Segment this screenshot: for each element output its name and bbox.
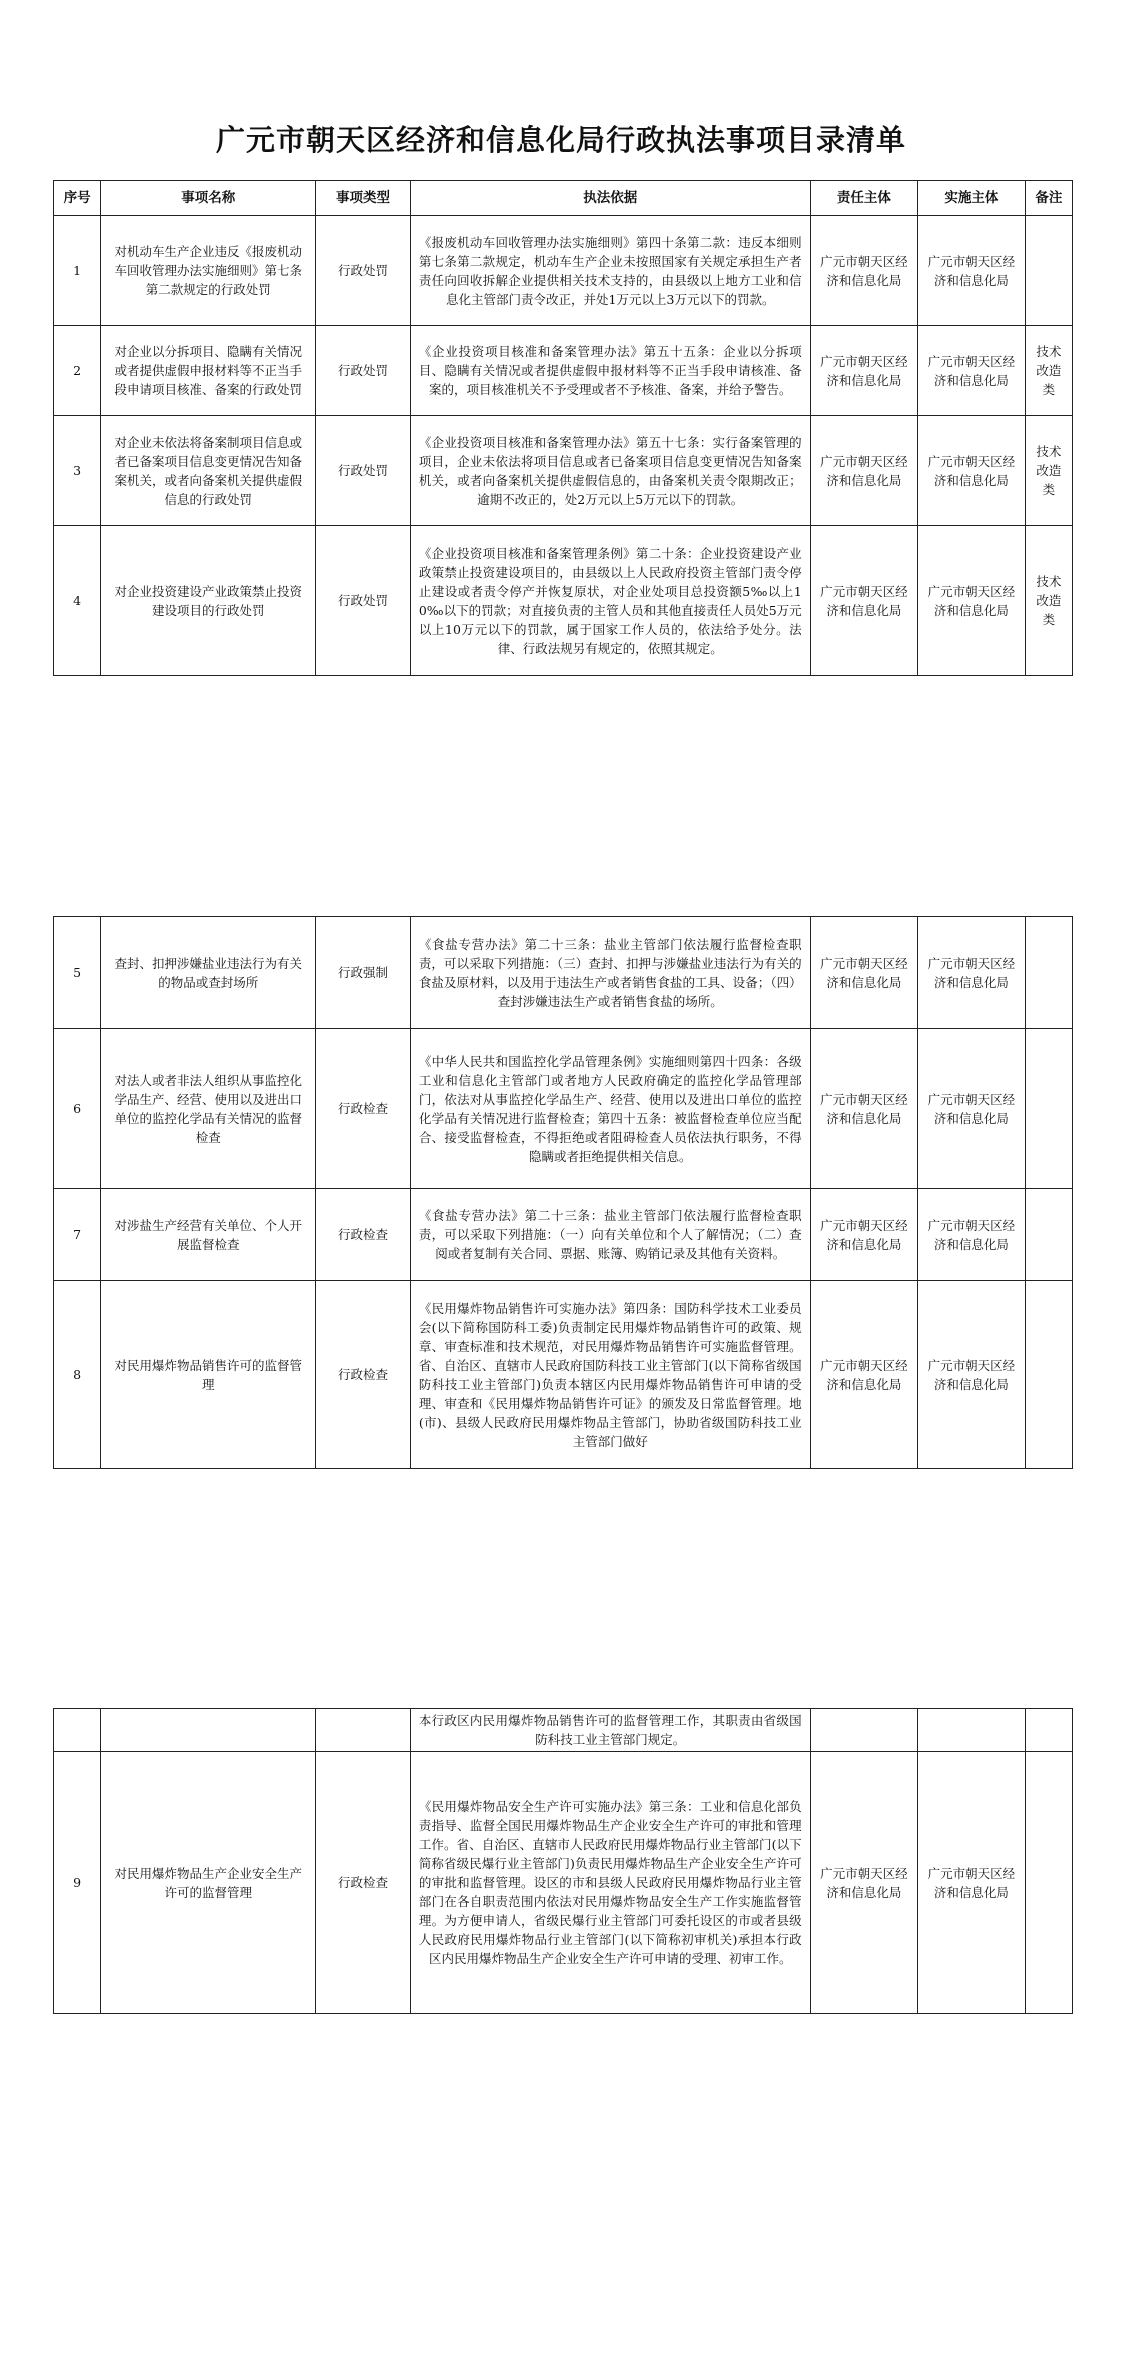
row-note: 技术改造类 (1025, 326, 1072, 416)
row-resp: 广元市朝天区经济和信息化局 (810, 1029, 917, 1189)
row-resp: 广元市朝天区经济和信息化局 (810, 1189, 917, 1281)
row-impl-empty (918, 1709, 1025, 1752)
row-no-empty (54, 1709, 101, 1752)
page-title: 广元市朝天区经济和信息化局行政执法事项目录清单 (215, 123, 906, 157)
table-row (54, 1281, 1073, 1469)
row-no: 8 (54, 1281, 101, 1469)
row-impl: 广元市朝天区经济和信息化局 (918, 216, 1025, 326)
table-row-continued (54, 1709, 1073, 1752)
row-basis: 《食盐专营办法》第二十三条：盐业主管部门依法履行监督检查职责，可以采取下列措施：（一）向有关单位和个人了解情况；（二）查阅或者复制有关合同、票据、账簿、购销记录及其他有关资料。 (410, 1189, 810, 1281)
table-row (54, 326, 1073, 416)
row-basis: 《报废机动车回收管理办法实施细则》第四十条第二款：违反本细则第七条第二款规定，机动车生产企业未按照国家有关规定承担生产者责任向回收拆解企业提供相关技术支持的，由县级以上地方工业和信息化主管部门责令改正，并处1万元以上3万元以下的罚款。 (410, 216, 810, 326)
enforcement-table-page-1 (53, 180, 1073, 676)
row-note (1025, 917, 1072, 1029)
row-resp: 广元市朝天区经济和信息化局 (810, 1281, 917, 1469)
row-note-empty (1025, 1709, 1072, 1752)
row-type: 行政处罚 (316, 216, 411, 326)
row-impl: 广元市朝天区经济和信息化局 (918, 1189, 1025, 1281)
row-name: 对民用爆炸物品销售许可的监督管理 (101, 1281, 316, 1469)
row-basis: 《企业投资项目核准和备案管理办法》第五十五条：企业以分拆项目、隐瞒有关情况或者提供虚假申报材料等不正当手段申请核准、备案的，项目核准机关不予受理或者不予核准、备案，并给予警告。 (410, 326, 810, 416)
row-resp: 广元市朝天区经济和信息化局 (810, 416, 917, 526)
row-basis: 《民用爆炸物品销售许可实施办法》第四条：国防科学技术工业委员会(以下简称国防科工委)负责制定民用爆炸物品销售许可的政策、规章、审查标准和技术规范，对民用爆炸物品销售许可实施监督管理。省、自治区、直辖市人民政府国防科技工业主管部门(以下简称省级国防科技工业主管部门)负责本辖区内民用爆炸物品销售许可申请的受理、审查和《民用爆炸物品销售许可证》的颁发及日常监督管理。地(市)、县级人民政府民用爆炸物品主管部门，协助省级国防科技工业主管部门做好 (410, 1281, 810, 1469)
row-name: 对企业投资建设产业政策禁止投资建设项目的行政处罚 (101, 526, 316, 676)
table-row (54, 917, 1073, 1029)
row-type: 行政检查 (316, 1752, 411, 2014)
header-note: 备注 (1025, 181, 1072, 216)
row-note (1025, 216, 1072, 326)
row-no: 9 (54, 1752, 101, 2014)
row-no: 3 (54, 416, 101, 526)
row-resp: 广元市朝天区经济和信息化局 (810, 1752, 917, 2014)
table-row (54, 1752, 1073, 2014)
row-resp: 广元市朝天区经济和信息化局 (810, 917, 917, 1029)
row-impl: 广元市朝天区经济和信息化局 (918, 416, 1025, 526)
row-basis: 《食盐专营办法》第二十三条：盐业主管部门依法履行监督检查职责，可以采取下列措施：（三）查封、扣押与涉嫌盐业违法行为有关的食盐及原材料，以及用于违法生产或者销售食盐的工具、设备；（四）查封涉嫌违法生产或者销售食盐的场所。 (410, 917, 810, 1029)
row-note (1025, 1752, 1072, 2014)
table-row (54, 1189, 1073, 1281)
row-no: 5 (54, 917, 101, 1029)
row-resp: 广元市朝天区经济和信息化局 (810, 326, 917, 416)
row-type-empty (316, 1709, 411, 1752)
row-resp: 广元市朝天区经济和信息化局 (810, 216, 917, 326)
row-name: 对涉盐生产经营有关单位、个人开展监督检查 (101, 1189, 316, 1281)
row-basis: 《中华人民共和国监控化学品管理条例》实施细则第四十四条：各级工业和信息化主管部门或者地方人民政府确定的监控化学品管理部门，依法对从事监控化学品生产、经营、使用以及进出口单位的监控化学品有关情况进行监督检查；第四十五条：被监督检查单位应当配合、接受监督检查，不得拒绝或者阻碍检查人员依法执行职务，不得隐瞒或者拒绝提供相关信息。 (410, 1029, 810, 1189)
row-no: 6 (54, 1029, 101, 1189)
table-header-row (54, 181, 1073, 216)
row-type: 行政强制 (316, 917, 411, 1029)
row-name: 对企业未依法将备案制项目信息或者已备案项目信息变更情况告知备案机关，或者向备案机关提供虚假信息的行政处罚 (101, 416, 316, 526)
row-impl: 广元市朝天区经济和信息化局 (918, 326, 1025, 416)
row-impl: 广元市朝天区经济和信息化局 (918, 1281, 1025, 1469)
row-basis: 《民用爆炸物品安全生产许可实施办法》第三条：工业和信息化部负责指导、监督全国民用爆炸物品生产企业安全生产许可的审批和管理工作。省、自治区、直辖市人民政府民用爆炸物品行业主管部门(以下简称省级民爆行业主管部门)负责民用爆炸物品生产企业安全生产许可的审批和监督管理。设区的市和县级人民政府民用爆炸物品行业主管部门在各自职责范围内依法对民用爆炸物品安全生产工作实施监督管理。为方便申请人，省级民爆行业主管部门可委托设区的市或者县级人民政府民用爆炸物品行业主管部门(以下简称初审机关)承担本行政区内民用爆炸物品生产企业安全生产许可申请的受理、初审工作。 (410, 1752, 810, 2014)
row-type: 行政处罚 (316, 326, 411, 416)
table-row (54, 416, 1073, 526)
row-resp: 广元市朝天区经济和信息化局 (810, 526, 917, 676)
row-impl: 广元市朝天区经济和信息化局 (918, 1029, 1025, 1189)
row-note (1025, 1281, 1072, 1469)
table-row (54, 1029, 1073, 1189)
row-impl: 广元市朝天区经济和信息化局 (918, 526, 1025, 676)
row-type: 行政处罚 (316, 416, 411, 526)
row-basis: 《企业投资项目核准和备案管理办法》第五十七条：实行备案管理的项目，企业未依法将项目信息或者已备案项目信息变更情况告知备案机关，或者向备案机关提供虚假信息的，由备案机关责令限期改正；逾期不改正的，处2万元以上5万元以下的罚款。 (410, 416, 810, 526)
enforcement-table-page-3 (53, 1708, 1073, 2014)
header-no: 序号 (54, 181, 101, 216)
row-name: 对企业以分拆项目、隐瞒有关情况或者提供虚假申报材料等不正当手段申请项目核准、备案的行政处罚 (101, 326, 316, 416)
header-basis: 执法依据 (410, 181, 810, 216)
row-type: 行政检查 (316, 1029, 411, 1189)
row-impl: 广元市朝天区经济和信息化局 (918, 1752, 1025, 2014)
row-name-empty (101, 1709, 316, 1752)
row-note (1025, 1189, 1072, 1281)
row-basis: 《企业投资项目核准和备案管理条例》第二十条：企业投资建设产业政策禁止投资建设项目的，由县级以上人民政府投资主管部门责令停止建设或者责令停产并恢复原状，对企业处项目总投资额5‰以上10‰以下的罚款；对直接负责的主管人员和其他直接责任人员处5万元以上10万元以下的罚款，属于国家工作人员的，依法给予处分。法律、行政法规另有规定的，依照其规定。 (410, 526, 810, 676)
row-name: 查封、扣押涉嫌盐业违法行为有关的物品或查封场所 (101, 917, 316, 1029)
header-impl: 实施主体 (918, 181, 1025, 216)
row-no: 2 (54, 326, 101, 416)
table-row (54, 216, 1073, 326)
row-type: 行政处罚 (316, 526, 411, 676)
row-no: 7 (54, 1189, 101, 1281)
row-name: 对法人或者非法人组织从事监控化学品生产、经营、使用以及进出口单位的监控化学品有关情况的监督检查 (101, 1029, 316, 1189)
row-note (1025, 1029, 1072, 1189)
row-note: 技术改造类 (1025, 526, 1072, 676)
row-basis: 本行政区内民用爆炸物品销售许可的监督管理工作，其职责由省级国防科技工业主管部门规定。 (410, 1709, 810, 1752)
row-no: 1 (54, 216, 101, 326)
row-note: 技术改造类 (1025, 416, 1072, 526)
row-name: 对机动车生产企业违反《报废机动车回收管理办法实施细则》第七条第二款规定的行政处罚 (101, 216, 316, 326)
row-resp-empty (810, 1709, 917, 1752)
row-impl: 广元市朝天区经济和信息化局 (918, 917, 1025, 1029)
header-name: 事项名称 (101, 181, 316, 216)
enforcement-table-page-2 (53, 916, 1073, 1469)
header-resp: 责任主体 (810, 181, 917, 216)
row-name: 对民用爆炸物品生产企业安全生产许可的监督管理 (101, 1752, 316, 2014)
table-row (54, 526, 1073, 676)
header-type: 事项类型 (316, 181, 411, 216)
row-type: 行政检查 (316, 1281, 411, 1469)
row-type: 行政检查 (316, 1189, 411, 1281)
row-no: 4 (54, 526, 101, 676)
